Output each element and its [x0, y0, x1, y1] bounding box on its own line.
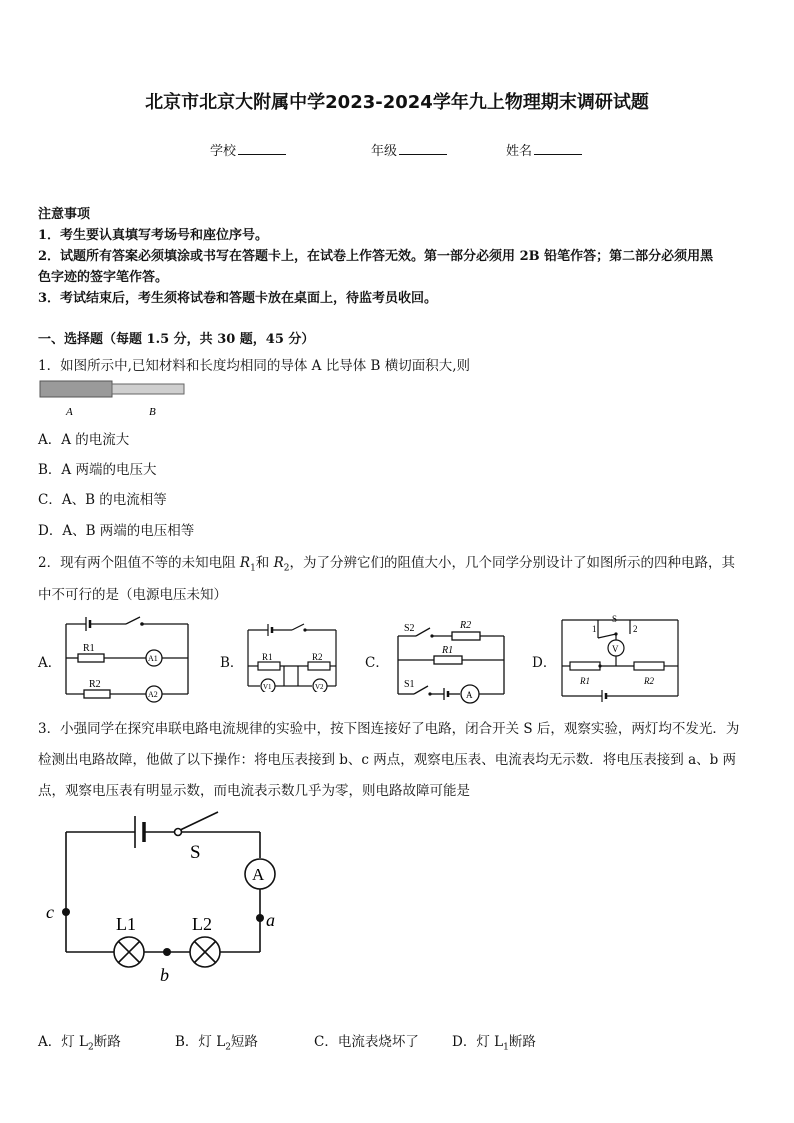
r1-symbol: R	[239, 555, 251, 571]
r1-label: R1	[442, 645, 454, 656]
question-3-stem-line3: 点，观察电压表有明显示数，而电流表示数几乎为零，则电路故障可能是	[38, 783, 470, 799]
option-text: 断路	[93, 1034, 121, 1050]
conductor-a-label: A	[66, 406, 73, 418]
r1-label: R1	[262, 652, 273, 662]
option-text: C．电流表烧坏了	[314, 1034, 419, 1050]
r2-label: R2	[89, 679, 101, 690]
option-subscript: 2	[88, 1042, 94, 1053]
notice-item: 1．考生要认真填写考场号和座位序号。	[38, 228, 269, 243]
switch-s-label: S	[190, 842, 201, 863]
switch-s1-label: S1	[404, 679, 415, 690]
question-3-stem-line2: 检测出电路故障，他做了以下操作：将电压表接到 b、c 两点，观察电压表、电流表均无示数．将电压表接到 a、b 两	[38, 752, 737, 768]
conductor-figure	[38, 378, 198, 420]
option-c[interactable]: C．A、B 的电流相等	[38, 492, 167, 508]
voltmeter-v1-label: V1	[263, 683, 272, 691]
option-b[interactable]: B．A 两端的电压大	[38, 462, 157, 478]
point-a-label: a	[266, 910, 275, 930]
r2-subscript: 2	[283, 563, 290, 574]
option-a[interactable]: A．A 的电流大	[38, 432, 130, 448]
option-d[interactable]: D．A、B 两端的电压相等	[38, 523, 195, 539]
stem-text: 和	[255, 555, 274, 571]
q3-option-a[interactable]	[38, 1030, 121, 1053]
r2-label: R2	[312, 652, 323, 662]
lamp-l1-label: L1	[116, 914, 136, 934]
switch-s2-label: S2	[404, 623, 415, 634]
switch-contact-2-label: 2	[633, 624, 638, 634]
r1-label: R1	[580, 676, 590, 686]
question-3-stem-line1: 3．小强同学在探究串联电路电流规律的实验中，按下图连接好了电路，闭合开关 S 后，观察实验，两灯均不发光．为	[38, 721, 740, 737]
circuit-b-diagram	[244, 620, 342, 692]
q3-option-c[interactable]	[314, 1030, 419, 1050]
school-blank[interactable]	[238, 142, 286, 155]
stem-text: 2．现有两个阻值不等的未知电阻	[38, 555, 240, 571]
option-subscript: 1	[503, 1042, 509, 1053]
circuit-a-diagram	[60, 612, 195, 704]
notice-item: 色字迹的签字笔作答。	[38, 270, 169, 285]
r1-subscript: 1	[250, 563, 256, 574]
q3-option-d[interactable]	[452, 1030, 536, 1053]
question-2-stem-line2: 中不可行的是（电源电压未知）	[38, 587, 227, 603]
r2-symbol: R	[273, 555, 284, 571]
question-2-stem	[38, 551, 735, 574]
circuit-option-d[interactable]: D．	[532, 655, 557, 671]
circuit-c-diagram	[394, 614, 510, 704]
option-subscript: 2	[225, 1042, 231, 1053]
option-text: 断路	[508, 1034, 536, 1050]
question-1-stem: 1．如图所示中,已知材料和长度均相同的导体 A 比导体 B 横切面积大,则	[38, 358, 471, 374]
point-c-label: c	[46, 902, 54, 922]
grade-label: 年级	[371, 144, 398, 159]
option-text: D．灯 L	[452, 1034, 504, 1050]
grade-field[interactable]	[371, 140, 447, 159]
option-text: 短路	[230, 1034, 258, 1050]
ammeter-label: A	[466, 690, 473, 700]
series-circuit-diagram	[40, 808, 290, 988]
circuit-option-c[interactable]: C．	[365, 655, 389, 671]
stem-text: ，为了分辨它们的阻值大小，几个同学分别设计了如图所示的四种电路，其	[289, 555, 735, 571]
r2-label: R2	[644, 676, 654, 686]
option-text: B．灯 L	[175, 1034, 226, 1050]
section-heading: 一、选择题（每题 1.5 分，共 30 题，45 分）	[38, 332, 315, 347]
switch-contact-1-label: 1	[592, 624, 597, 634]
notice-item: 3．考试结束后，考生须将试卷和答题卡放在桌面上，待监考员收回。	[38, 291, 438, 306]
name-blank[interactable]	[534, 142, 582, 155]
ammeter-a2-label: A2	[148, 690, 158, 699]
r2-label: R2	[460, 620, 472, 631]
voltmeter-v2-label: V2	[315, 683, 324, 691]
switch-s-label: S	[612, 614, 618, 624]
name-label: 姓名	[506, 144, 533, 159]
conductor-b-label: B	[149, 406, 156, 418]
page-title: 北京市北京大附属中学2023-2024学年九上物理期末调研试题	[145, 92, 649, 113]
notice-item: 2．试题所有答案必须填涂或书写在答题卡上，在试卷上作答无效。第一部分必须用 2B 铅笔作答；第二部分必须用黑	[38, 249, 714, 264]
ammeter-a1-label: A1	[148, 654, 158, 663]
circuit-option-b[interactable]: B．	[220, 655, 244, 671]
name-field[interactable]	[506, 140, 582, 159]
voltmeter-label: V	[612, 644, 619, 654]
school-label: 学校	[210, 144, 237, 159]
ammeter-label: A	[252, 865, 265, 884]
circuit-option-a[interactable]: A．	[38, 655, 62, 671]
lamp-l2-label: L2	[192, 914, 212, 934]
notice-heading: 注意事项	[38, 207, 91, 222]
circuit-d-diagram	[558, 612, 684, 706]
point-b-label: b	[160, 965, 169, 985]
grade-blank[interactable]	[399, 142, 447, 155]
q3-option-b[interactable]	[175, 1030, 258, 1053]
r1-label: R1	[83, 643, 95, 654]
school-field[interactable]	[210, 140, 286, 159]
option-text: A．灯 L	[38, 1034, 89, 1050]
